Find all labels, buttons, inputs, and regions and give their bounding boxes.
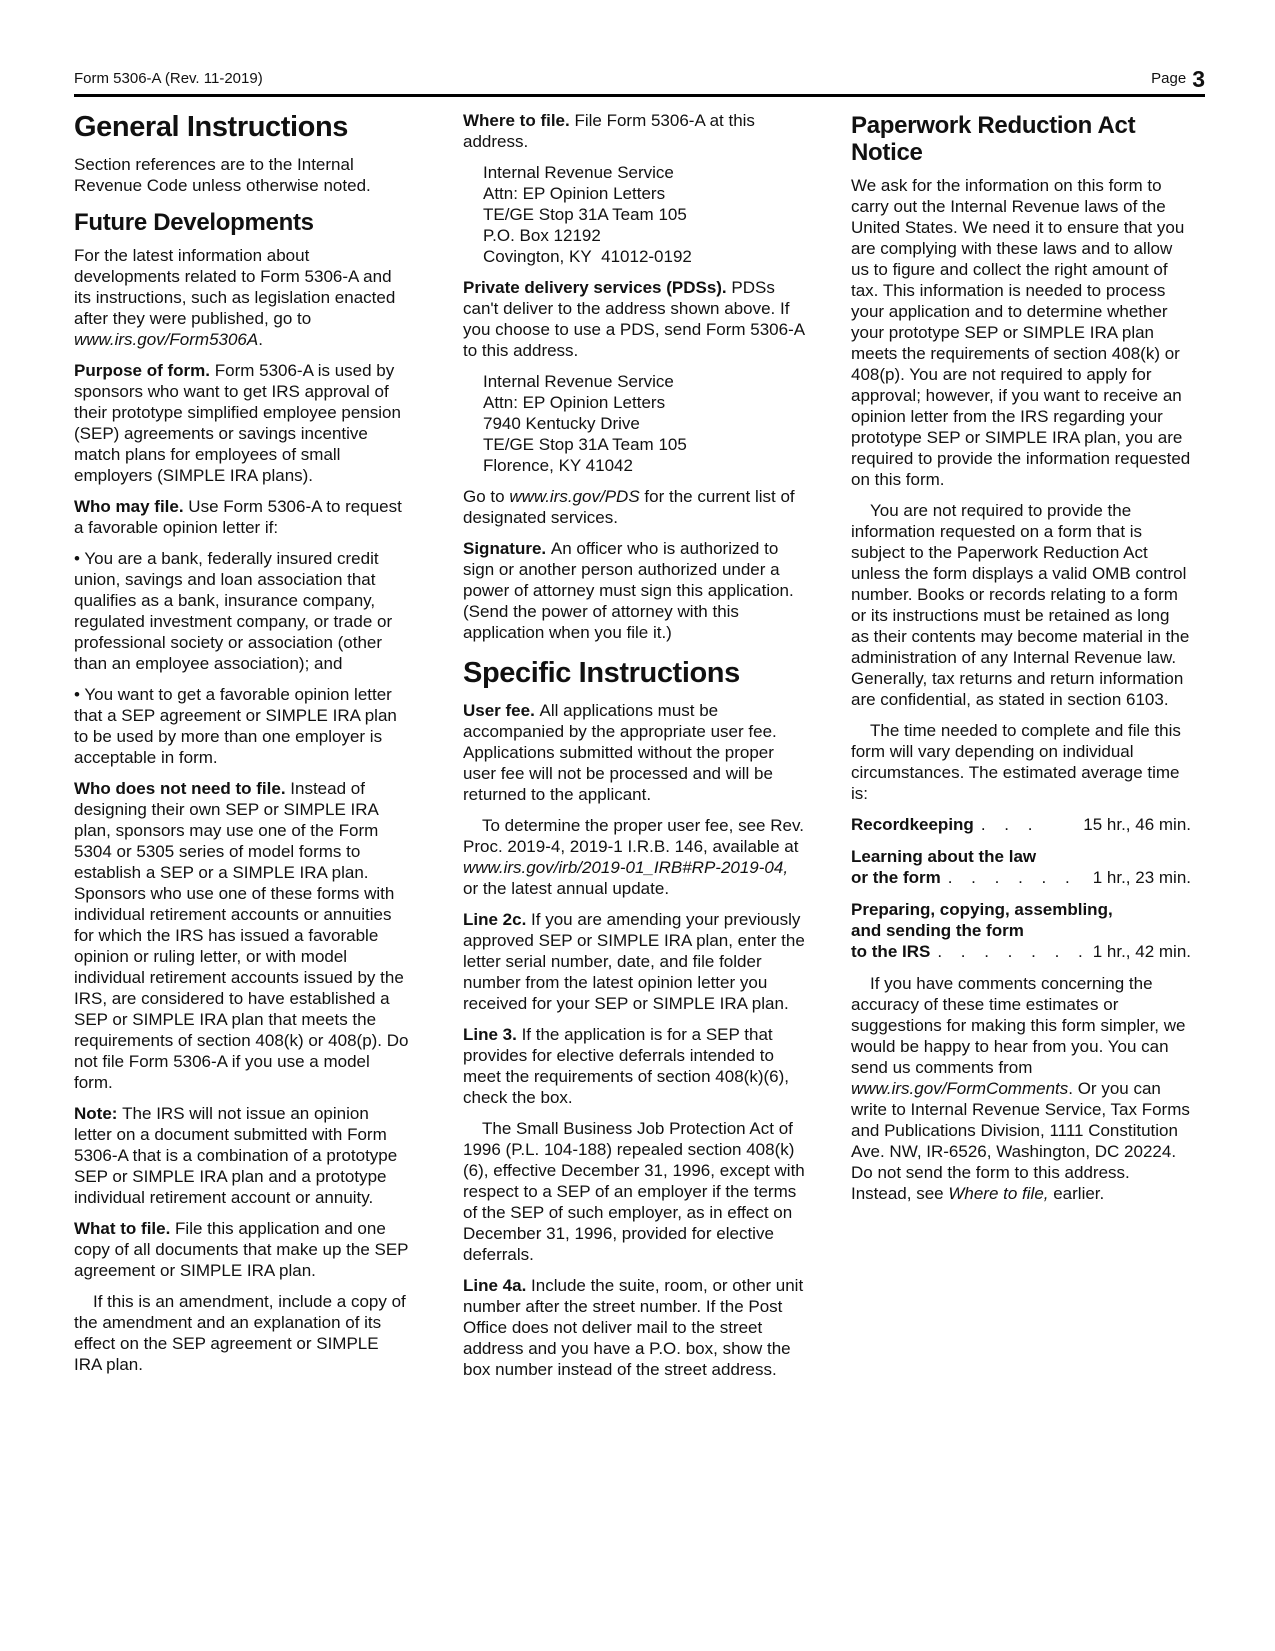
address-line: Attn: EP Opinion Letters [483,393,666,412]
paragraph [463,1275,806,1380]
address-line: Internal Revenue Service [483,163,674,182]
paragraph [74,778,410,1093]
body-text: Include the suite, room, or other unit number after the street number. If the Post Office does not deliver mail to the street address and you have a P.O. box, show the box number instead of the street address. [463,1276,804,1379]
section-heading: General Instructions [74,111,349,143]
time-estimate-label: to the IRS [851,942,931,961]
body-text: The IRS will not issue an opinion letter on a document submitted with Form 5306-A that is a combination of a prototype SEP or SIMPLE IRA plan and a prototype individual retirement account or annuity. [74,1104,398,1207]
section-heading: Paperwork Reduction Act Notice [851,112,1136,166]
bold-text: Note: [74,1104,123,1123]
paragraph [851,720,1191,804]
body-text: An officer who is authorized to sign or another person authorized under a power of attorney must sign this application. (Send the power of attorney with this application when you file it.) [463,539,794,642]
paragraph [74,1291,410,1375]
paragraph [851,973,1191,1204]
body-text: To determine the proper user fee, see Rev. Proc. 2019-4, 2019-1 I.R.B. 146, available at [463,816,804,856]
body-text: You are not required to provide the information requested on a form that is subject to the Paperwork Reduction Act unless the form displays a valid OMB control number. Books or records relating to a form or its instructions must be retained as long as their contents may become material in the administration of any Internal Revenue law. Generally, tax returns and return information are confidential, as stated in section 6103. [851,501,1190,709]
time-estimate-value: 1 hr., 42 min. [1092,942,1191,961]
body-text: If the application is for a SEP that provides for elective deferrals intended to meet the requirements of section 408(k)(6), check the box. [463,1025,789,1107]
body-text: If you are amending your previously approved SEP or SIMPLE IRA plan, enter the letter serial number, date, and file folder number from the latest opinion letter you received for your SEP or SIMPLE IRA plan. [463,910,805,1013]
paragraph [463,1118,806,1265]
bold-text: Who may file. [74,497,189,516]
italic-text: www.irs.gov/FormComments [851,1079,1069,1098]
body-text: earlier. [1048,1184,1105,1203]
body-text: Form 5306-A is used by sponsors who want to get IRS approval of their prototype simplified employee pension (SEP) agreements or savings incentive match plans for employees of small employers (SIMPLE IRA plans). [74,361,401,485]
page-number-group [1151,66,1205,92]
body-text: We ask for the information on this form to carry out the Internal Revenue laws of the United States. We need it to ensure that you are complying with these laws and to allow us to figure and collect the right amount of tax. This information is needed to process your application and to determine whether your prototype SEP or SIMPLE IRA plan meets the requirements of section 408(k) or 408(p). You are not required to apply for approval; however, if you want to receive an opinion letter from the IRS regarding your prototype SEP or SIMPLE IRA plan, you are required to provide the information requested on this form. [851,176,1191,489]
paragraph [74,1218,410,1281]
paragraph [463,1024,806,1108]
bold-text: What to file. [74,1219,176,1238]
bold-text: Line 2c. [463,910,532,929]
body-text: for the current list of designated services. [463,487,795,527]
body-text: • You are a bank, federally insured credit union, savings and loan association that qualifies as a bank, insurance company, regulated investment company, or trade or professional society or association (other than an employee association); and [74,549,393,673]
time-estimate-label: Recordkeeping [851,815,974,834]
body-text: PDSs can't deliver to the address shown above. If you choose to use a PDS, send Form 5306-A to this address. [463,278,805,360]
body-text: Instead of designing their own SEP or SIMPLE IRA plan, sponsors may use one of the Form 5304 or 5305 series of model forms to establish a SEP or a SIMPLE IRA plan. Sponsors who use one of these forms with individual retirement accounts or annuities for which the IRS has issued a favorable opinion or ruling letter, or with model individual retirement accounts issued by the IRS, are considered to have established a SEP or SIMPLE IRA plan that meets the requirements of section 408(k) or 408(p). Do not file Form 5306-A if you use a model form. [74,779,409,1092]
time-estimate-dotline [851,814,1191,835]
address-line: TE/GE Stop 31A Team 105 [483,435,687,454]
column-middle [463,110,806,1390]
body-text: If this is an amendment, include a copy of the amendment and an explanation of its effect on the SEP agreement or SIMPLE IRA plan. [74,1292,406,1374]
section-heading: Specific Instructions [463,657,740,689]
bold-text: Private delivery services (PDSs). [463,278,732,297]
column-left [74,110,410,1390]
paragraph [463,277,806,361]
time-estimate-label-line: Preparing, copying, assembling, [851,900,1113,919]
dot-leader: . . . . . . [947,868,1070,887]
body-text: File this application and one copy of all documents that make up the SEP agreement or SIMPLE IRA plan. [74,1219,409,1280]
column-right [851,110,1191,1390]
body-text: Use Form 5306-A to request a favorable opinion letter if: [74,497,402,537]
bold-text: Line 3. [463,1025,522,1044]
time-estimate-value: 15 hr., 46 min. [1083,815,1191,834]
time-estimate-label-line: Learning about the law [851,847,1037,866]
paragraph [851,500,1191,710]
paragraph [74,684,410,768]
body-text: The Small Business Job Protection Act of 1996 (P.L. 104-188) repealed section 408(k)(6), effective December 31, 1996, except with respect to a SEP of an employer if the terms of the SEP of such employer, as in effect on December 31, 1996, provided for elective deferrals. [463,1119,805,1264]
address-block [483,162,806,267]
dot-leader: . . . [980,815,1033,834]
form-revision-label: Form 5306-A (Rev. 11-2019) [74,70,263,87]
paragraph [463,110,806,152]
header-rule [74,94,1205,97]
body-text: • You want to get a favorable opinion letter that a SEP agreement or SIMPLE IRA plan to be used by more than one employer is acceptable in form. [74,685,397,767]
paragraph [74,245,410,350]
time-estimate-value: 1 hr., 23 min. [1092,868,1191,887]
body-text: File Form 5306-A at this address. [463,111,755,151]
paragraph [74,496,410,538]
address-line: TE/GE Stop 31A Team 105 [483,205,687,224]
time-estimate-label-line: and sending the form [851,921,1024,940]
paragraph [74,1103,410,1208]
address-line: Florence, KY 41042 [483,456,633,475]
bold-text: Purpose of form. [74,361,215,380]
body-text: For the latest information about developments related to Form 5306-A and its instructions, such as legislation enacted after they were published, go to [74,246,396,328]
bold-text: Signature. [463,539,551,558]
paragraph [74,548,410,674]
address-block [483,371,806,476]
time-estimate-label: or the form [851,868,941,887]
bold-text: User fee. [463,701,540,720]
page-header [74,66,1205,94]
address-line: Covington, KY 41012-0192 [483,247,692,266]
body-text: If you have comments concerning the accuracy of these time estimates or suggestions for making this form simpler, we would be happy to hear from you. You can send us comments from [851,974,1186,1077]
italic-text: www.irs.gov/PDS [509,487,640,506]
italic-text: Where to file, [948,1184,1049,1203]
italic-text: www.irs.gov/irb/2019-01_IRB#RP-2019-04, [463,858,789,877]
address-line: Internal Revenue Service [483,372,674,391]
paragraph [463,909,806,1014]
paragraph [463,486,806,528]
body-text: or the latest annual update. [463,879,670,898]
paragraph [74,154,410,196]
body-text: Go to [463,487,510,506]
address-line: 7940 Kentucky Drive [483,414,640,433]
paragraph [851,175,1191,490]
body-text: The time needed to complete and file this form will vary depending on individual circumstances. The estimated average time is: [851,721,1181,803]
page-number: 3 [1192,66,1205,92]
bold-text: Who does not need to file. [74,779,291,798]
bold-text: Where to file. [463,111,575,130]
bold-text: Line 4a. [463,1276,532,1295]
section-heading: Future Developments [74,209,314,236]
time-estimate-row [851,814,1191,835]
body-text: Section references are to the Internal Revenue Code unless otherwise noted. [74,155,371,195]
address-line: P.O. Box 12192 [483,226,601,245]
body-text: All applications must be accompanied by the appropriate user fee. Applications submitted without the proper user fee will not be processed and will be returned to the applicant. [463,701,777,804]
time-estimate-row [851,846,1191,888]
page-label: Page [1151,70,1187,87]
body-text: . [258,330,263,349]
body-text: . Or you can write to Internal Revenue Service, Tax Forms and Publications Division, 1111 Constitution Ave. NW, IR-6526, Washington, DC 20224. Do not send the form to this address. Instead, see [851,1079,1190,1203]
time-estimate-dotline [851,941,1191,962]
paragraph [74,360,410,486]
paragraph [463,815,806,899]
paragraph [463,700,806,805]
time-estimate-row [851,899,1191,962]
columns-container [74,110,1205,1390]
paragraph [463,538,806,643]
time-estimate-dotline [851,867,1191,888]
address-line: Attn: EP Opinion Letters [483,184,666,203]
dot-leader: . . . . . . . [937,942,1083,961]
italic-text: www.irs.gov/Form5306A [74,330,259,349]
